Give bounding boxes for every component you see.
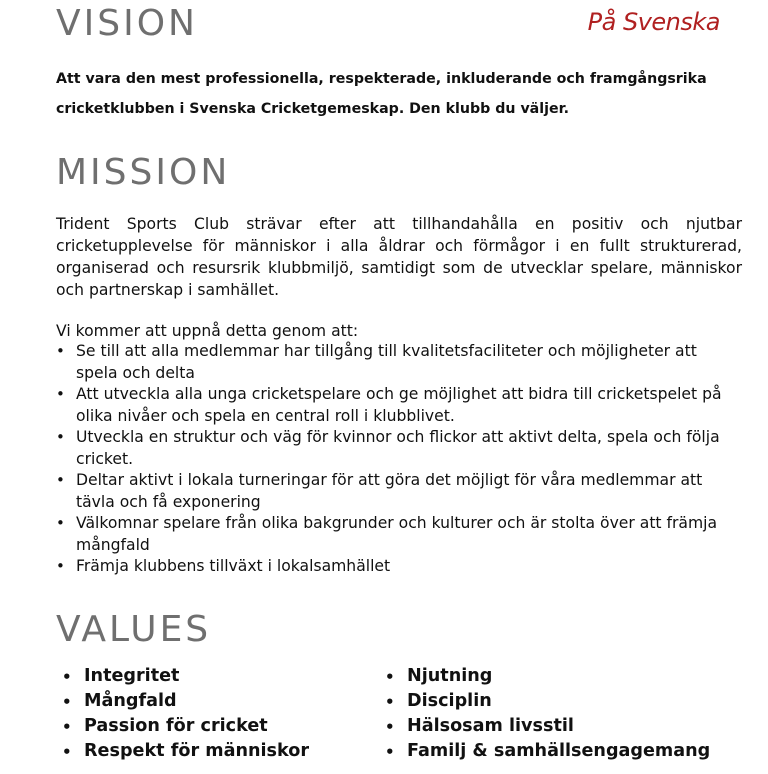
mission-intro: Vi kommer att uppnå detta genom att: (56, 322, 359, 340)
bullet-icon: • (56, 342, 65, 360)
bullet-icon: • (56, 385, 65, 403)
value-item-text: Mångfald (84, 691, 177, 711)
bullet-icon: • (385, 668, 395, 686)
list-item (56, 427, 742, 470)
list-item-text: Främja klubbens tillväxt i lokalsamhället (76, 557, 391, 575)
values-heading: VALUES (56, 609, 212, 650)
value-item (62, 714, 309, 739)
values-list-right (385, 664, 710, 764)
value-item (385, 689, 710, 714)
bullet-icon: • (62, 668, 72, 686)
value-item-text: Hälsosam livsstil (407, 716, 574, 736)
value-item-text: Disciplin (407, 691, 492, 711)
bullet-icon: • (62, 718, 72, 736)
vision-heading: VISION (56, 3, 198, 44)
list-item (56, 513, 742, 556)
list-item (56, 384, 742, 427)
mission-heading: MISSION (56, 152, 231, 193)
value-item-text: Familj & samhällsengagemang (407, 741, 711, 761)
language-label: På Svenska (587, 8, 720, 36)
list-item-text: Utveckla en struktur och väg för kvinnor och flickor att aktivt delta, spela och följa cricket. (76, 428, 720, 468)
bullet-icon: • (385, 743, 395, 761)
list-item-text: Välkomnar spelare från olika bakgrunder och kulturer och är stolta över att främja mångfald (76, 514, 718, 554)
bullet-icon: • (62, 693, 72, 711)
values-list-left (62, 664, 309, 764)
list-item (56, 556, 742, 578)
value-item (385, 739, 710, 764)
mission-statement: Trident Sports Club strävar efter att tillhandahålla en positiv och njutbar cricketupplevelse för människor i alla åldrar och förmågor i en fullt strukturerad, organiserad och resursrik klubbmiljö, samtidigt som de utvecklar spelare, människor och partnerskap i samhället. (56, 215, 742, 299)
value-item (62, 689, 309, 714)
value-item-text: Integritet (84, 666, 180, 686)
bullet-icon: • (385, 718, 395, 736)
value-item (385, 664, 710, 689)
list-item-text: Att utveckla alla unga cricketspelare och ge möjlighet att bidra till cricketspelet på olika nivåer och spela en central roll i klubblivet. (76, 385, 722, 425)
list-item-text: Se till att alla medlemmar har tillgång till kvalitetsfaciliteter och möjligheter att spela och delta (76, 342, 697, 382)
value-item-text: Passion för cricket (84, 716, 268, 736)
value-item-text: Njutning (407, 666, 493, 686)
list-item (56, 341, 742, 384)
value-item (62, 739, 309, 764)
bullet-icon: • (56, 514, 65, 532)
bullet-icon: • (56, 557, 65, 575)
mission-list (56, 341, 742, 578)
list-item-text: Deltar aktivt i lokala turneringar för att göra det möjligt för våra medlemmar att tävla och få exponering (76, 471, 703, 511)
value-item-text: Respekt för människor (84, 741, 310, 761)
bullet-icon: • (56, 428, 65, 446)
bullet-icon: • (62, 743, 72, 761)
list-item (56, 470, 742, 513)
bullet-icon: • (385, 693, 395, 711)
value-item (385, 714, 710, 739)
vision-statement: Att vara den mest professionella, respekterade, inkluderande och framgångsrika cricketklubben i Svenska Cricketgemeskap. Den klubb du väljer. (56, 71, 707, 117)
bullet-icon: • (56, 471, 65, 489)
value-item (62, 664, 309, 689)
